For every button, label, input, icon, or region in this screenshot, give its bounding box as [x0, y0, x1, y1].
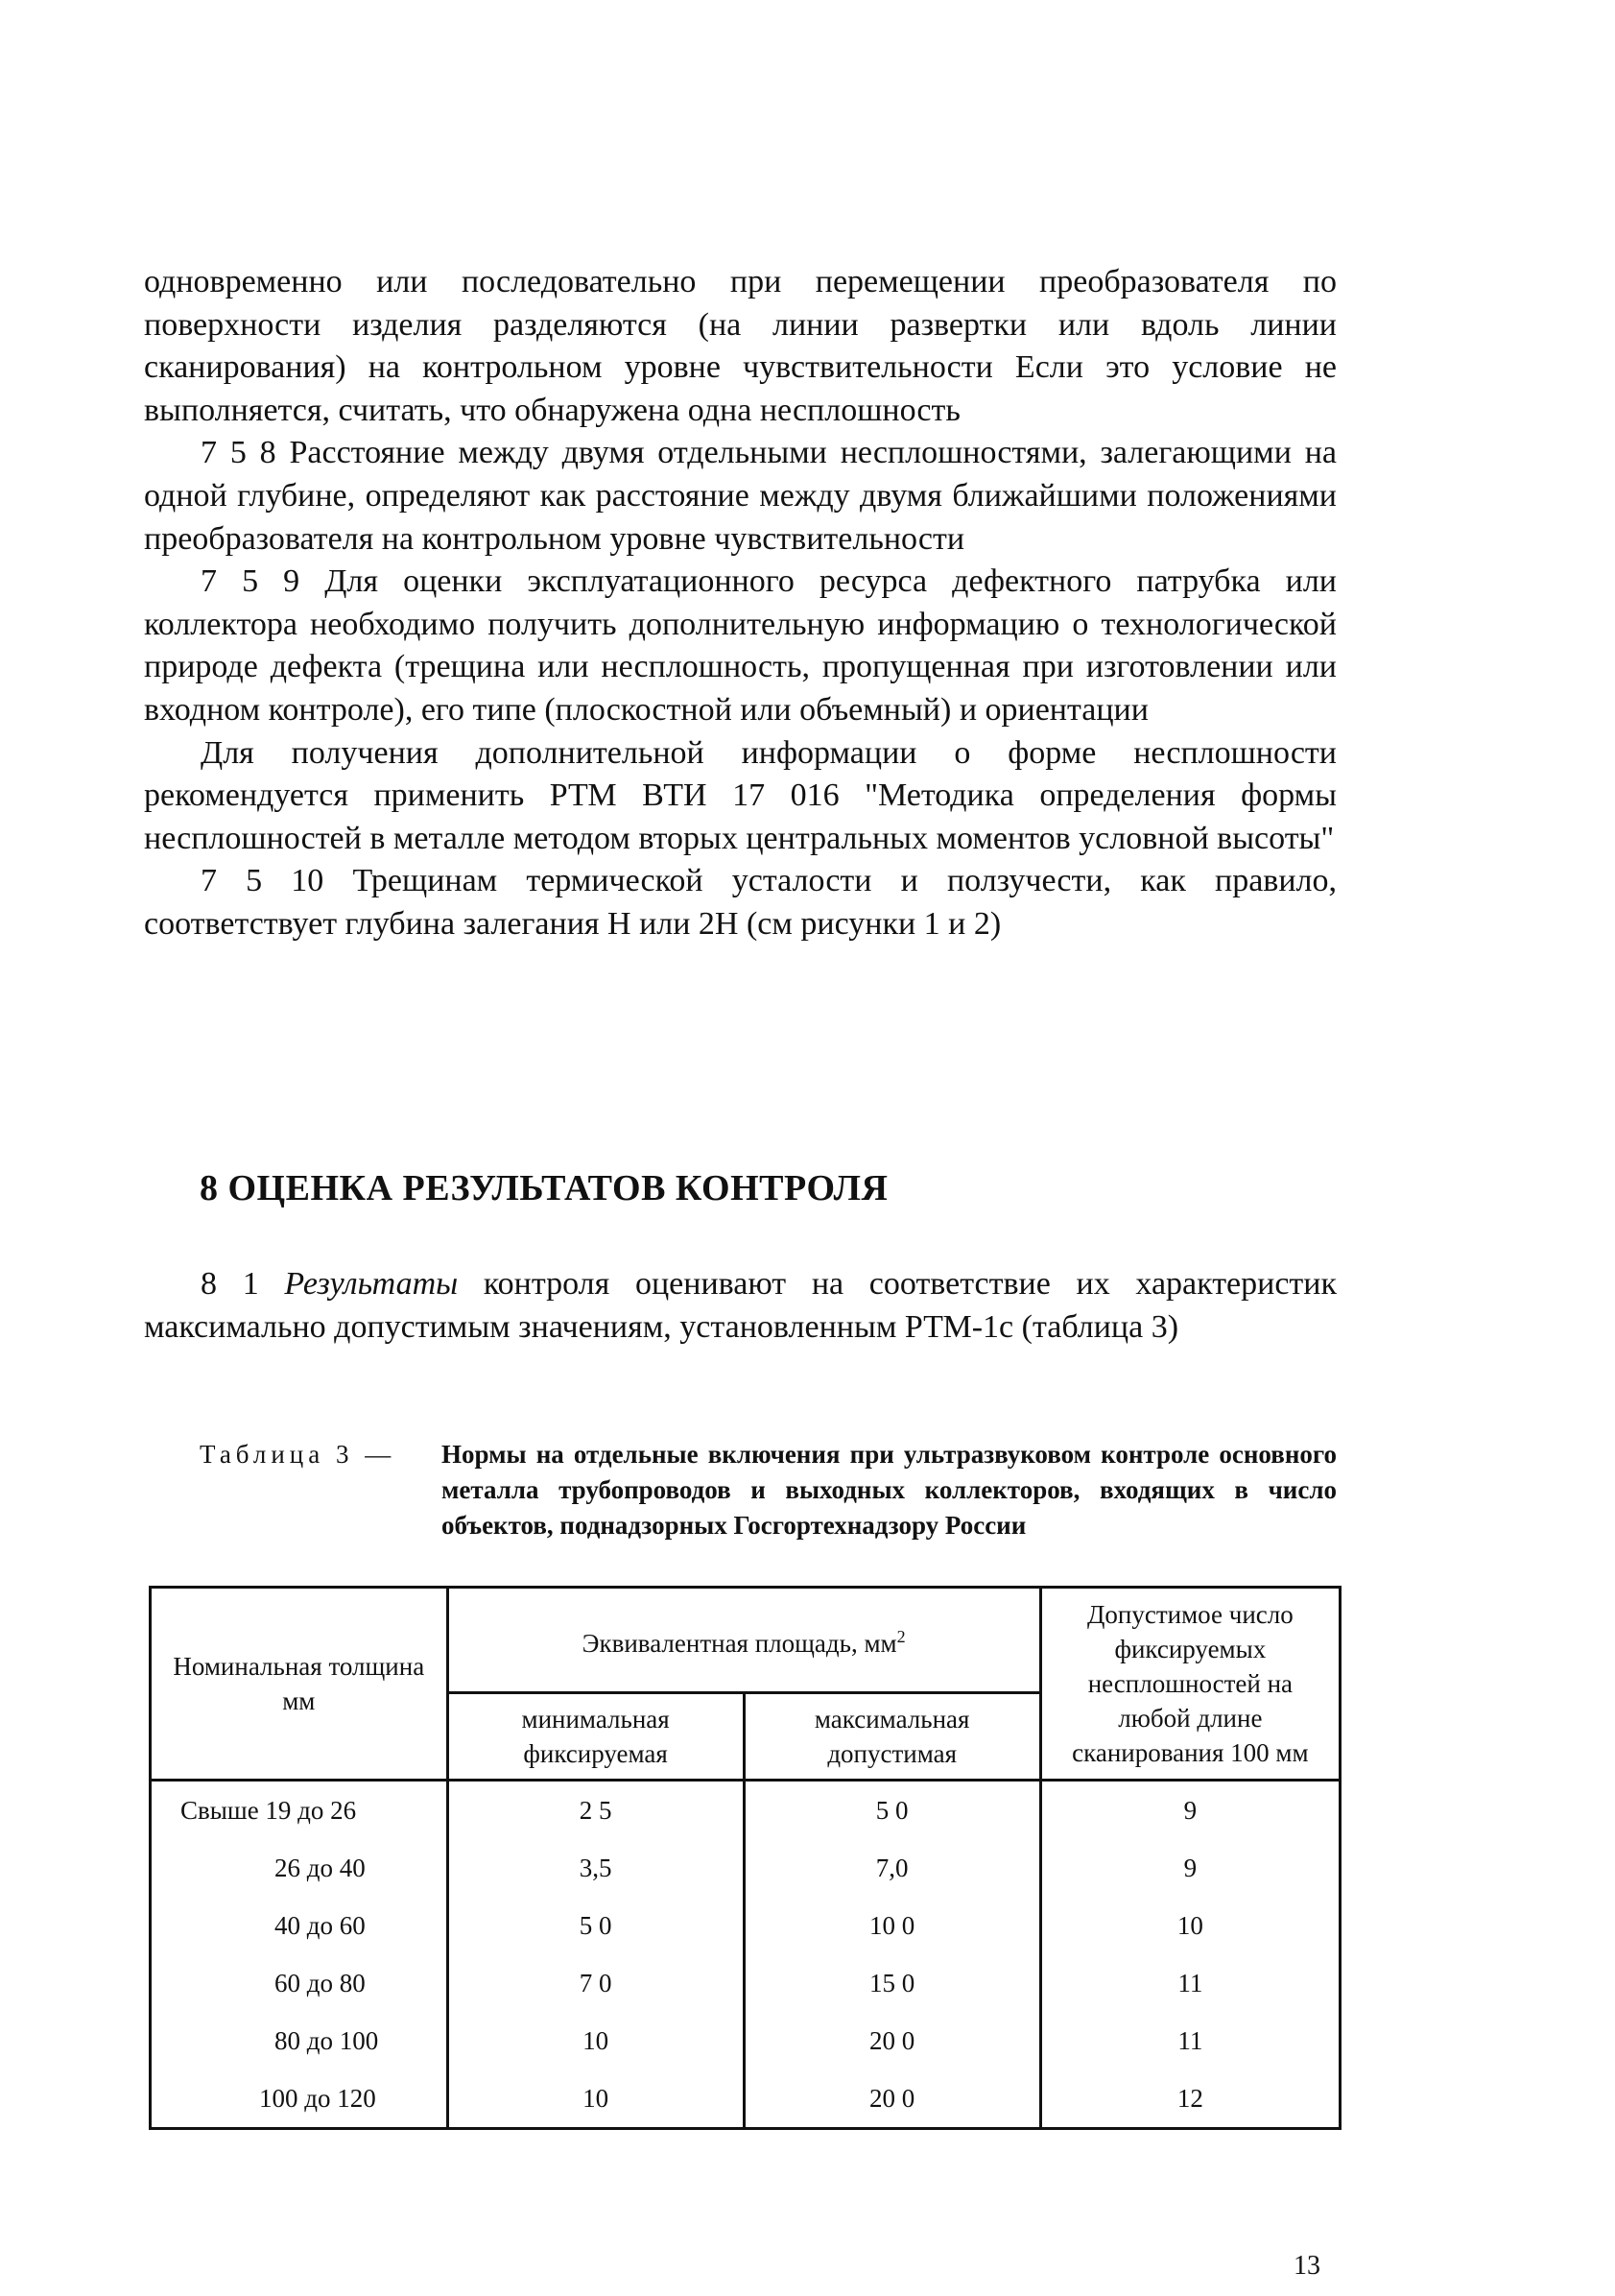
norms-table [149, 1586, 1342, 2130]
header-thickness: Номинальная толщина мм [151, 1588, 448, 1781]
paragraph-number: 8 1 [201, 1266, 259, 1302]
cell-thickness: 40 до 60 [151, 1897, 448, 1954]
paragraph-continuation: одновременно или последовательно при перемещении преобразователя по поверхности изделия разделяются (на линии развертки или вдоль линии сканирования) на контрольном уровне чувствительности Если это условие не выполняется, считать, что обнаружена одна несплошность [144, 264, 1337, 428]
table-row [151, 1839, 1341, 1897]
cell-max: 20 0 [744, 2069, 1040, 2129]
cell-max: 20 0 [744, 2012, 1040, 2069]
paragraph-7-5-9: 7 5 9 Для оценки эксплуатационного ресурса дефектного патрубка или коллектора необходимо получить дополнительную информацию о технологической природе дефекта (трещина или несплошность, пропущенная при изготовлении или входном контроле), его типе (плоскостной или объемный) и ориентации [144, 563, 1337, 728]
header-max-allowable: максимальная допустимая [744, 1693, 1040, 1781]
header-equivalent-area: Эквивалентная площадь, $мм^2$ [447, 1588, 1040, 1693]
table-row [151, 1954, 1341, 2012]
paragraph-text: контроля оценивают на соответствие их характеристик максимально допустимым значениям, установленным РТМ-1с (таблица 3) [144, 1266, 1337, 1345]
page-number: 13 [1294, 2251, 1320, 2281]
table-row [151, 1897, 1341, 1954]
cell-thickness: Свыше 19 до 26 [151, 1781, 448, 1840]
cell-count: 11 [1040, 1954, 1340, 2012]
cell-max: 5 0 [744, 1781, 1040, 1840]
body-text [144, 261, 1337, 946]
cell-thickness: 100 до 120 [151, 2069, 448, 2129]
table-title: Нормы на отдельные включения при ультразвуковом контроле основного металла трубопроводов и выходных коллекторов, входящих в число объектов, поднадзорных Госгортехнадзору России [441, 1440, 1337, 1540]
cell-count: 10 [1040, 1897, 1340, 1954]
table-row [151, 2012, 1341, 2069]
header-allowed-count: Допустимое число фиксируемых несплошностей на любой длине сканирования 100 мм [1040, 1588, 1340, 1781]
cell-max: 10 0 [744, 1897, 1040, 1954]
paragraph-rtm-reference: Для получения дополнительной информации о форме несплошности рекомендуется применить РТМ ВТИ 17 016 "Методика определения формы несплошностей в металле методом вторых центральных моментов условной высоты" [144, 734, 1337, 856]
cell-min: 3,5 [447, 1839, 744, 1897]
cell-thickness: 60 до 80 [151, 1954, 448, 2012]
cell-thickness: 26 до 40 [151, 1839, 448, 1897]
table-row [151, 1781, 1341, 1840]
cell-count: 12 [1040, 2069, 1340, 2129]
cell-min: 7 0 [447, 1954, 744, 2012]
cell-thickness: 80 до 100 [151, 2012, 448, 2069]
cell-max: 7,0 [744, 1839, 1040, 1897]
table-caption [200, 1437, 1337, 1543]
header-min-recordable: минимальная фиксируемая [447, 1693, 744, 1781]
paragraph-8-1 [144, 1263, 1337, 1349]
cell-count: 9 [1040, 1839, 1340, 1897]
cell-count: 11 [1040, 2012, 1340, 2069]
section-heading: 8 ОЦЕНКА РЕЗУЛЬТАТОВ КОНТРОЛЯ [200, 1168, 889, 1208]
cell-min: 5 0 [447, 1897, 744, 1954]
table-row [151, 2069, 1341, 2129]
cell-min: 2 5 [447, 1781, 744, 1840]
paragraph-emphasis: Результаты [284, 1266, 459, 1302]
table-label: Таблица 3 — [200, 1440, 396, 1469]
cell-min: 10 [447, 2012, 744, 2069]
cell-min: 10 [447, 2069, 744, 2129]
cell-max: 15 0 [744, 1954, 1040, 2012]
paragraph-7-5-10: 7 5 10 Трещинам термической усталости и ползучести, как правило, соответствует глубина залегания Н или 2Н (см рисунки 1 и 2) [144, 863, 1337, 942]
paragraph-7-5-8: 7 5 8 Расстояние между двумя отдельными несплошностями, залегающими на одной глубине, определяют как расстояние между двумя ближайшими положениями преобразователя на контрольном уровне чувствительности [144, 435, 1337, 557]
cell-count: 9 [1040, 1781, 1340, 1840]
